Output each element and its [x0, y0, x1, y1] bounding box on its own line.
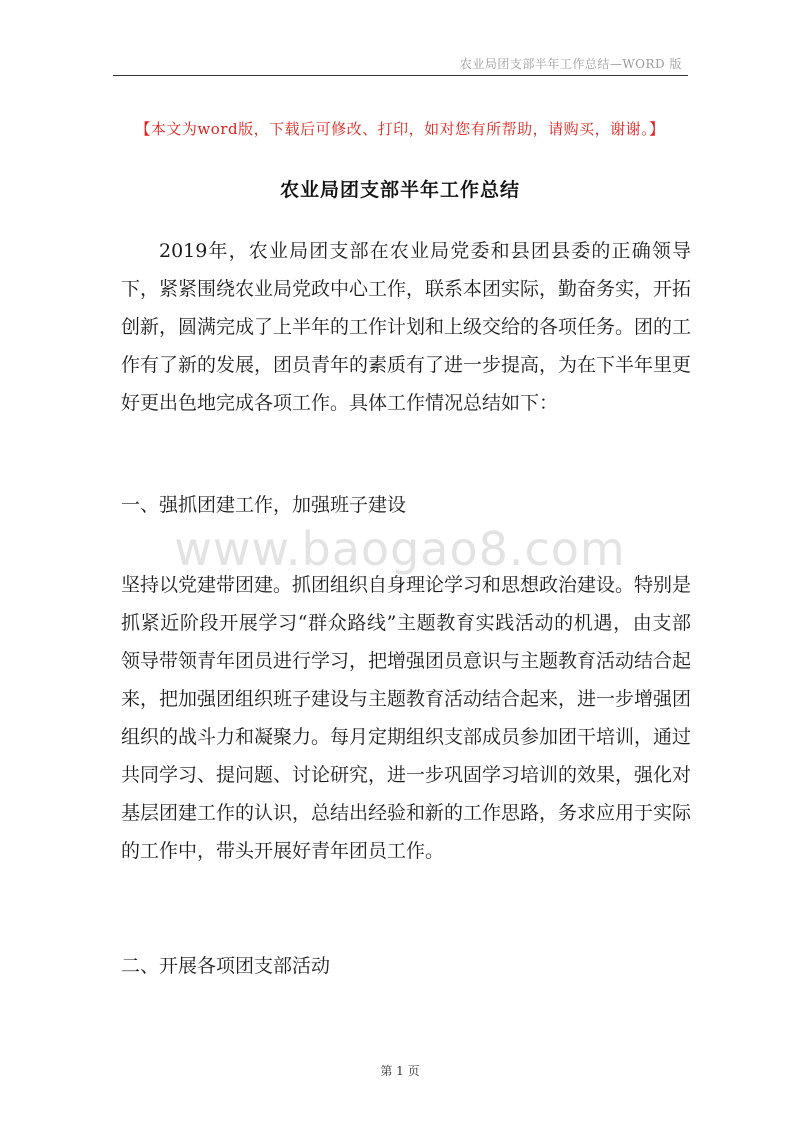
watermark: www.baogao8.com — [174, 522, 626, 576]
header-divider — [113, 75, 688, 76]
download-notice: 【本文为word版，下载后可修改、打印，如对您有所帮助，请购买，谢谢。】 — [135, 120, 665, 138]
page-number: 第 1 页 — [380, 1064, 420, 1078]
document-title: 农业局团支部半年工作总结 — [279, 179, 520, 201]
section-1-heading: 一、强抓团建工作，加强班子建设 — [121, 494, 407, 516]
running-header: 农业局团支部半年工作总结—WORD 版 — [459, 57, 682, 71]
intro-paragraph: 2019年，农业局团支部在农业局党委和县团县委的正确领导下，紧紧围绕农业局党政中心工作，联系本团实际，勤奋务实，开拓创新，圆满完成了上半年的工作计划和上级交给的各项任务。团的工作有了新的发展，团员青年的素质有了进一步提高，为在下半年里更好更出色地完成各项工作。具体工作情况总结如下： — [121, 240, 692, 414]
section-2-heading: 二、开展各项团支部活动 — [121, 955, 331, 977]
section-1-body: 坚持以党建带团建。抓团组织自身理论学习和思想政治建设。特别是抓紧近阶段开展学习“群众路线”主题教育实践活动的机遇，由支部领导带领青年团员进行学习，把增强团员意识与主题教育活动结合起来，把加强团组织班子建设与主题教育活动结合起来，进一步增强团组织的战斗力和凝聚力。每月定期组织支部成员参加团干培训，通过共同学习、提问题、讨论研究，进一步巩固学习培训的效果，强化对基层团建工作的认识，总结出经验和新的工作思路，务求应用于实际的工作中，带头开展好青年团员工作。 — [121, 574, 692, 862]
